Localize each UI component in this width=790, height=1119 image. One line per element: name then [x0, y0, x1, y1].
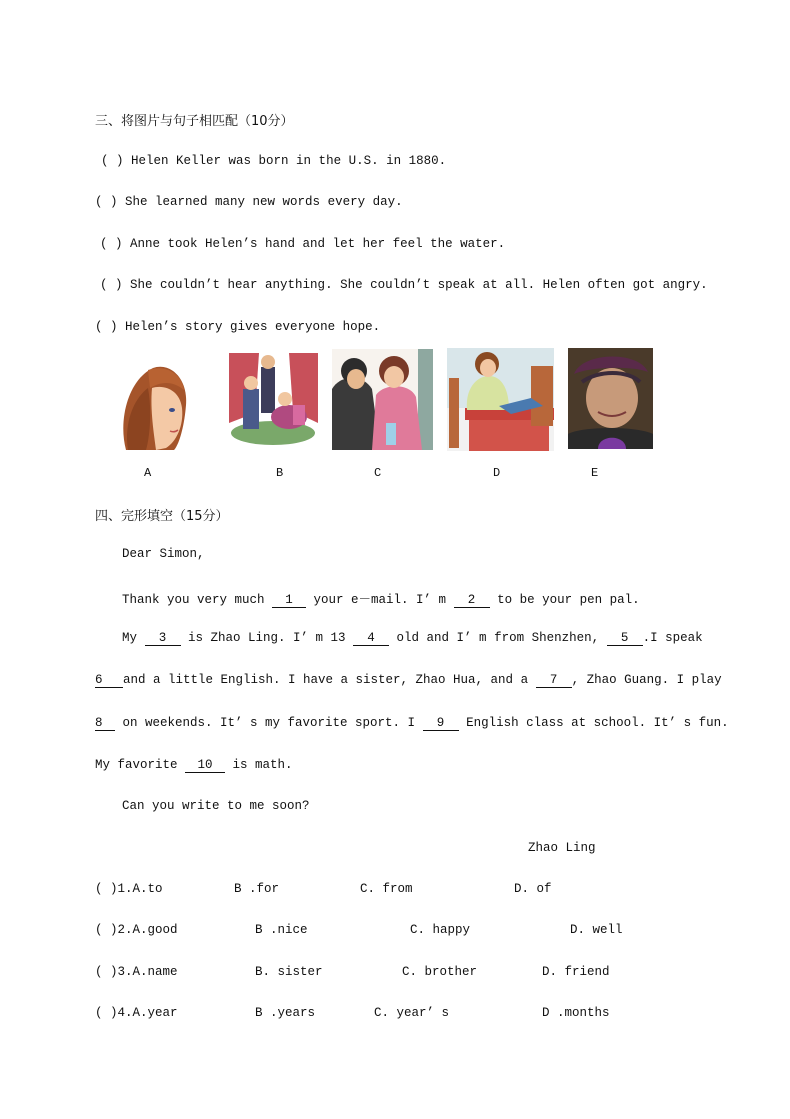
old-woman-portrait-icon — [568, 348, 653, 449]
picture-label-a: A — [144, 466, 152, 480]
picture-e — [568, 348, 653, 449]
letter-paragraph-1: Thank you very much 1 your e－mail. I’ m 2 to be your pen pal. — [122, 593, 640, 607]
question-3: ( )3.A.name — [95, 965, 178, 979]
question-2: ( )2.A.good — [95, 923, 178, 937]
picture-label-c: C — [374, 466, 382, 480]
match-item-3 — [100, 237, 505, 251]
q4-option-d: D .months — [542, 1006, 610, 1020]
match-item-2 — [95, 195, 403, 209]
question-1: ( )1.A.to — [95, 882, 163, 896]
picture-a — [108, 360, 194, 450]
girl-at-desk-illustration-icon — [447, 348, 554, 451]
answer-paren: ( ) — [100, 278, 123, 292]
q4-option-b: B .years — [255, 1006, 316, 1020]
blank-2: 2 — [454, 594, 490, 608]
match-item-4 — [100, 278, 708, 292]
question-4: ( )4.A.year — [95, 1006, 178, 1020]
q3-option-d: D. friend — [542, 965, 610, 979]
letter-paragraph-2: My 3 is Zhao Ling. I’ m 13 4 old and I’ m from Shenzhen, 5 .I speak — [122, 631, 703, 645]
letter-salutation: Dear Simon, — [122, 547, 205, 561]
picture-b — [229, 353, 318, 447]
picture-label-e: E — [591, 466, 599, 480]
answer-paren: ( ) — [101, 154, 124, 168]
q3-option-b: B. sister — [255, 965, 323, 979]
blank-1: 1 — [272, 594, 306, 608]
blank-3: 3 — [145, 632, 181, 646]
match-item-5 — [95, 320, 380, 334]
girl-profile-illustration-icon — [108, 360, 194, 450]
letter-paragraph-4: 8 on weekends. It’ s my favorite sport. I 9 English class at school. It’ s fun. — [95, 716, 729, 730]
q1-option-c: C. from — [360, 882, 413, 896]
match-sentence: She learned many new words every day. — [125, 195, 403, 209]
q1-option-d: D. of — [514, 882, 552, 896]
letter-paragraph-3: 6 and a little English. I have a sister, Zhao Hua, and a 7 , Zhao Guang. I play — [95, 673, 722, 687]
letter-paragraph-5: My favorite 10 is math. — [95, 758, 293, 772]
match-item-1 — [101, 154, 446, 168]
blank-4: 4 — [353, 632, 389, 646]
blank-10: 10 — [185, 759, 225, 773]
blank-6: 6 — [95, 674, 123, 688]
letter-closing: Can you write to me soon? — [122, 799, 310, 813]
section-4-title: 四、完形填空（15分） — [95, 509, 229, 524]
letter-signature: Zhao Ling — [528, 841, 596, 855]
match-sentence: Helen’s story gives everyone hope. — [125, 320, 381, 334]
blank-5: 5 — [607, 632, 643, 646]
q2-option-d: D. well — [570, 923, 623, 937]
blank-9: 9 — [423, 717, 459, 731]
match-sentence: Anne took Helen’s hand and let her feel the water. — [130, 237, 506, 251]
match-sentence: Helen Keller was born in the U.S. in 1880. — [131, 154, 447, 168]
picture-d — [447, 348, 554, 451]
answer-paren: ( ) — [95, 320, 118, 334]
picture-label-b: B — [276, 466, 284, 480]
q4-option-c: C. year’ s — [374, 1006, 450, 1020]
match-sentence: She couldn’t hear anything. She couldn’t speak at all. Helen often got angry. — [130, 278, 708, 292]
picture-label-d: D — [493, 466, 501, 480]
q1-option-b: B .for — [234, 882, 280, 896]
picture-c — [332, 349, 433, 450]
blank-7: 7 — [536, 674, 572, 688]
family-scene-illustration-icon — [229, 353, 318, 447]
answer-paren: ( ) — [100, 237, 123, 251]
answer-paren: ( ) — [95, 195, 118, 209]
blank-8: 8 — [95, 717, 115, 731]
q2-option-c: C. happy — [410, 923, 471, 937]
q3-option-c: C. brother — [402, 965, 478, 979]
water-pump-illustration-icon — [332, 349, 433, 450]
q2-option-b: B .nice — [255, 923, 308, 937]
section-3-title: 三、将图片与句子相匹配（10分） — [95, 114, 294, 129]
